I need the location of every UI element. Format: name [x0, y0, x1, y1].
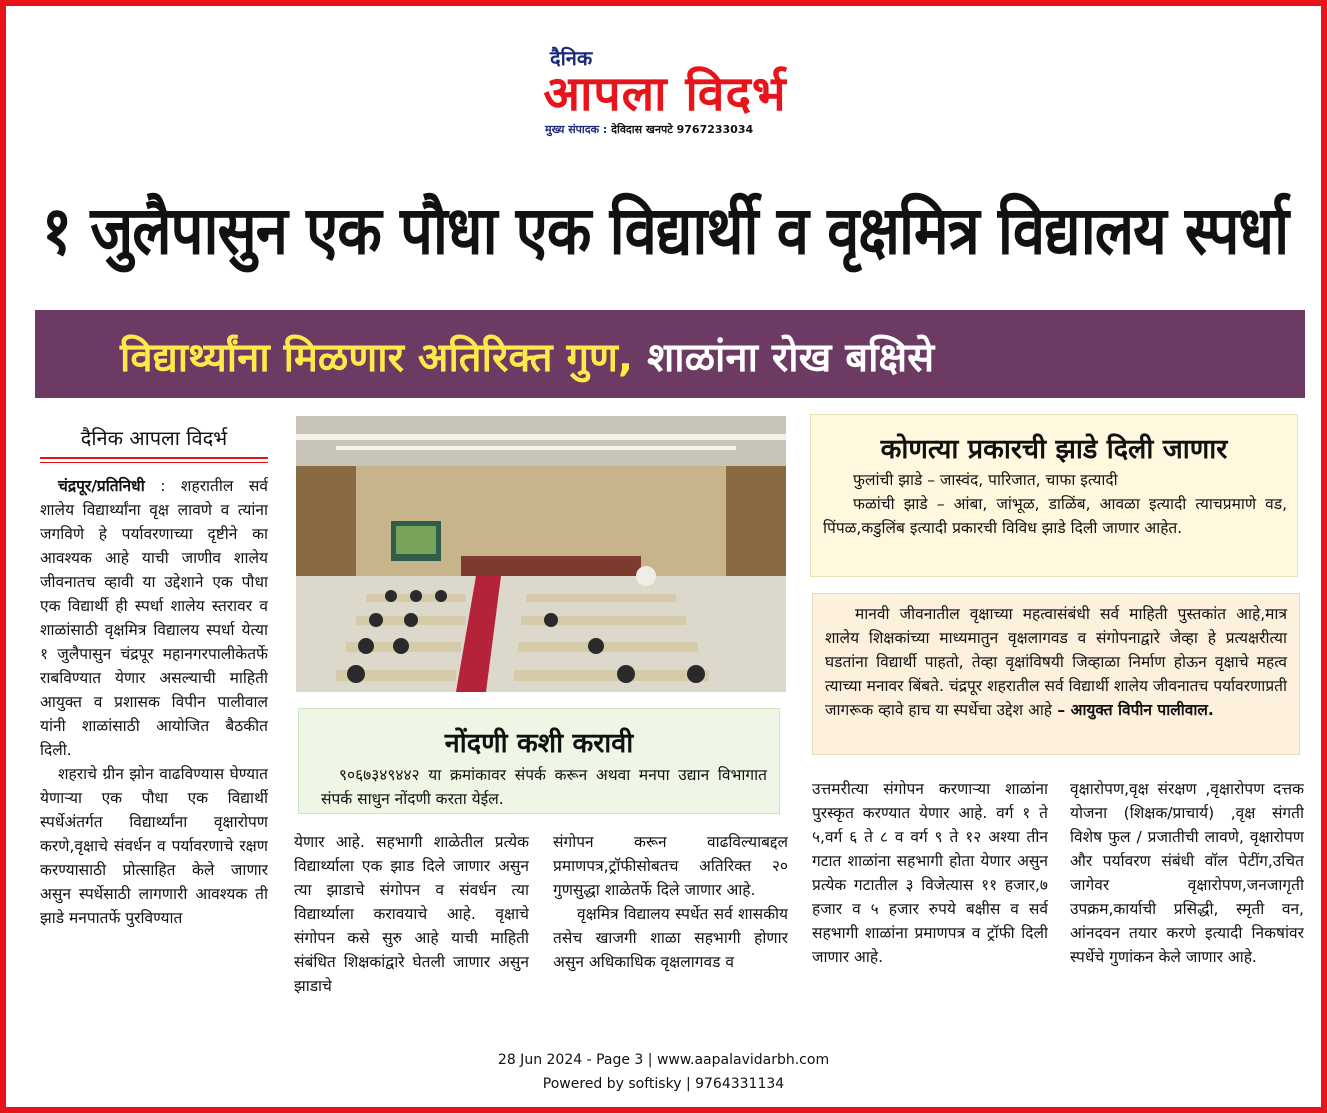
footer-powered-by: Powered by softisky | 9764331134	[542, 1076, 785, 1092]
sub-headline-part2: शाळांना रोख बक्षिसे	[633, 335, 935, 381]
article-para-2: शहराचे ग्रीन झोन वाढविण्यास घेण्यात येणाऱ्या एक पौधा एक विद्यार्थी स्पर्धेअंतर्गत विद्यार्थ्यांना वृक्षारोपण करणे,वृक्षाचे संवर्धन व पर्यावरणाचे रक्षण करण्यासाठी प्रोत्साहित केले जाणार असुन स्पर्धेसाठी लागणारी आवश्यक ती झाडे मनपातर्फे पुरविण्यात	[40, 765, 268, 927]
article-column-2: येणार आहे. सहभागी शाळेतील प्रत्येक विद्यार्थ्याला एक झाड दिले जाणार असुन त्या झाडाचे संगोपन व संवर्धन त्या विद्यार्थ्याला करावयाचे आहे. वृक्षाचे संगोपन कसे सुरु आहे याची माहिती संबंधित शिक्षकांद्वारे घेतली जाणार असुन झाडाचे	[294, 833, 529, 995]
article-col3-para2: वृक्षमित्र विद्यालय स्पर्धेत सर्व शासकीय तसेच खाजगी शाळा सहभागी होणार असुन अधिकाधिक वृक्षलागवड व	[553, 905, 788, 971]
masthead-title: आपला विदर्भ	[543, 66, 787, 122]
byline: दैनिक आपला विदर्भ	[80, 426, 228, 450]
main-headline: १ जुलैपासुन एक पौधा एक विद्यार्थी व वृक्षमित्र विद्यालय स्पर्धा	[41, 191, 1289, 270]
article-col3-para1: संगोपन करून वाढविल्याबद्दल प्रमाणपत्र,ट्रॉफीसोबतच अतिरिक्त २० गुणसुद्धा शाळेतर्फे दिले जाणार आहे.	[553, 833, 788, 899]
article-column-4: उत्तमरीत्या संगोपन करणाऱ्या शाळांना पुरस्कृत करण्यात येणार आहे. वर्ग १ ते ५,वर्ग ६ ते ८ व वर्ग ९ ते १२ अश्या तीन गटात शाळांना सहभागी होता येणार असुन प्रत्येक गटातील ३ विजेत्यास ११ हजार,७ हजार व ५ हजार रुपये बक्षीस व सर्व सहभागी शाळांना प्रमाणपत्र व ट्रॉफी दिली जाणार आहे.	[812, 780, 1048, 966]
footer-date-page: 28 Jun 2024 - Page 3 | www.aapalavidarbh.com	[497, 1052, 830, 1068]
registration-box	[298, 708, 780, 814]
sub-headline-banner	[35, 310, 1305, 398]
meeting-hall-illustration	[296, 416, 786, 692]
byline-rule	[40, 457, 268, 459]
trees-box	[810, 414, 1298, 577]
sub-headline-part1: विद्यार्थ्यांना मिळणार अतिरिक्त गुण,	[120, 335, 634, 381]
trees-title: कोणत्या प्रकारची झाडे दिली जाणार	[880, 434, 1228, 465]
editor-name: देविदास खनपटे 9767233034	[611, 123, 754, 136]
article-column-3	[553, 830, 788, 1020]
dateline: चंद्रपूर/प्रतिनिधी	[58, 477, 145, 495]
trees-text	[811, 466, 1297, 540]
meeting-photo	[296, 416, 786, 692]
flower-trees: फुलांची झाडे – जास्वंद, पारिजात, चाफा इत्यादी	[853, 471, 1118, 489]
masthead-editor	[545, 122, 753, 137]
fruit-trees: फळांची झाडे – आंबा, जांभूळ, डाळिंब, आवळा इत्यादी त्याचप्रमाणे वड, पिंपळ,कडुलिंब इत्यादी प्रकारची विविध झाडे दिली जाणार आहेत.	[823, 495, 1287, 537]
article-column-5: वृक्षारोपण,वृक्ष संरक्षण ,वृक्षारोपण दत्तक योजना (शिक्षक/प्राचार्य) ,वृक्ष संगती विशेष फुल / प्रजातीची लावणे, वृक्षारोपण और पर्यावरण संबंधी वॉल पेटींग,उचित जागेवर वृक्षारोपण,जनजागृती उपक्रम,कार्याची प्रसिद्धी, स्मृती वन, आंनदवन तयार करणे इत्यादी निकषांवर स्पर्धेचे गुणांकन केले जाणार आहे.	[1070, 780, 1304, 966]
registration-title: नोंदणी कशी करावी	[444, 728, 634, 759]
quote-text	[813, 594, 1299, 722]
byline-rule-thin	[40, 462, 268, 463]
registration-text: ९०६७३४९४४२ या क्रमांकावर संपर्क करून अथवा मनपा उद्यान विभागात संपर्क साधुन नोंदणी करता येईल.	[321, 766, 767, 808]
article-intro: : शहरातील सर्व शालेय विद्यार्थ्यांना वृक्ष लावणे व त्यांना जगविणे हे पर्यावरणाच्या दृष्टीने का आवश्यक आहे याची जाणीव शालेय जीवनातच व्हावी या उद्देशाने एक पौधा एक विद्यार्थी ही स्पर्धा शालेय स्तरावर व शाळांसाठी वृक्षमित्र विद्यालय स्पर्धा येत्या १ जुलैपासुन चंद्रपूर महानगरपालीकेतर्फे राबविण्यात येणार असल्याची माहिती आयुक्त व प्रशासक विपीन पालीवाल यांनी शाळांसाठी आयोजित बैठकीत दिली.	[40, 477, 268, 759]
article-column-1	[40, 474, 268, 1020]
masthead-daily: दैनिक	[550, 46, 593, 70]
quote-author: – आयुक्त विपीन पालीवाल.	[1052, 701, 1214, 719]
sub-headline	[120, 328, 934, 383]
quote-body: मानवी जीवनातील वृक्षाच्या महत्वासंबंधी सर्व माहिती पुस्तकांत आहे,मात्र शालेय शिक्षकांच्या माध्यमातुन वृक्षलागवड व संगोपनाद्वारे जेव्हा हे प्रत्यक्षरीत्या घडतांना विद्यार्थी पाहतो, तेव्हा वृक्षांविषयी जिव्हाळा निर्माण होऊन वृक्षाचे महत्व त्याच्या मनावर बिंबते. चंद्रपूर शहरातील सर्व विद्यार्थी शालेय जीवनातच पर्यावरणाप्रती जागरूक व्हावे हाच या स्पर्धेचा उद्देश आहे	[825, 605, 1287, 719]
masthead	[505, 44, 825, 144]
quote-box	[812, 593, 1300, 755]
editor-label: मुख्य संपादक :	[545, 123, 608, 136]
